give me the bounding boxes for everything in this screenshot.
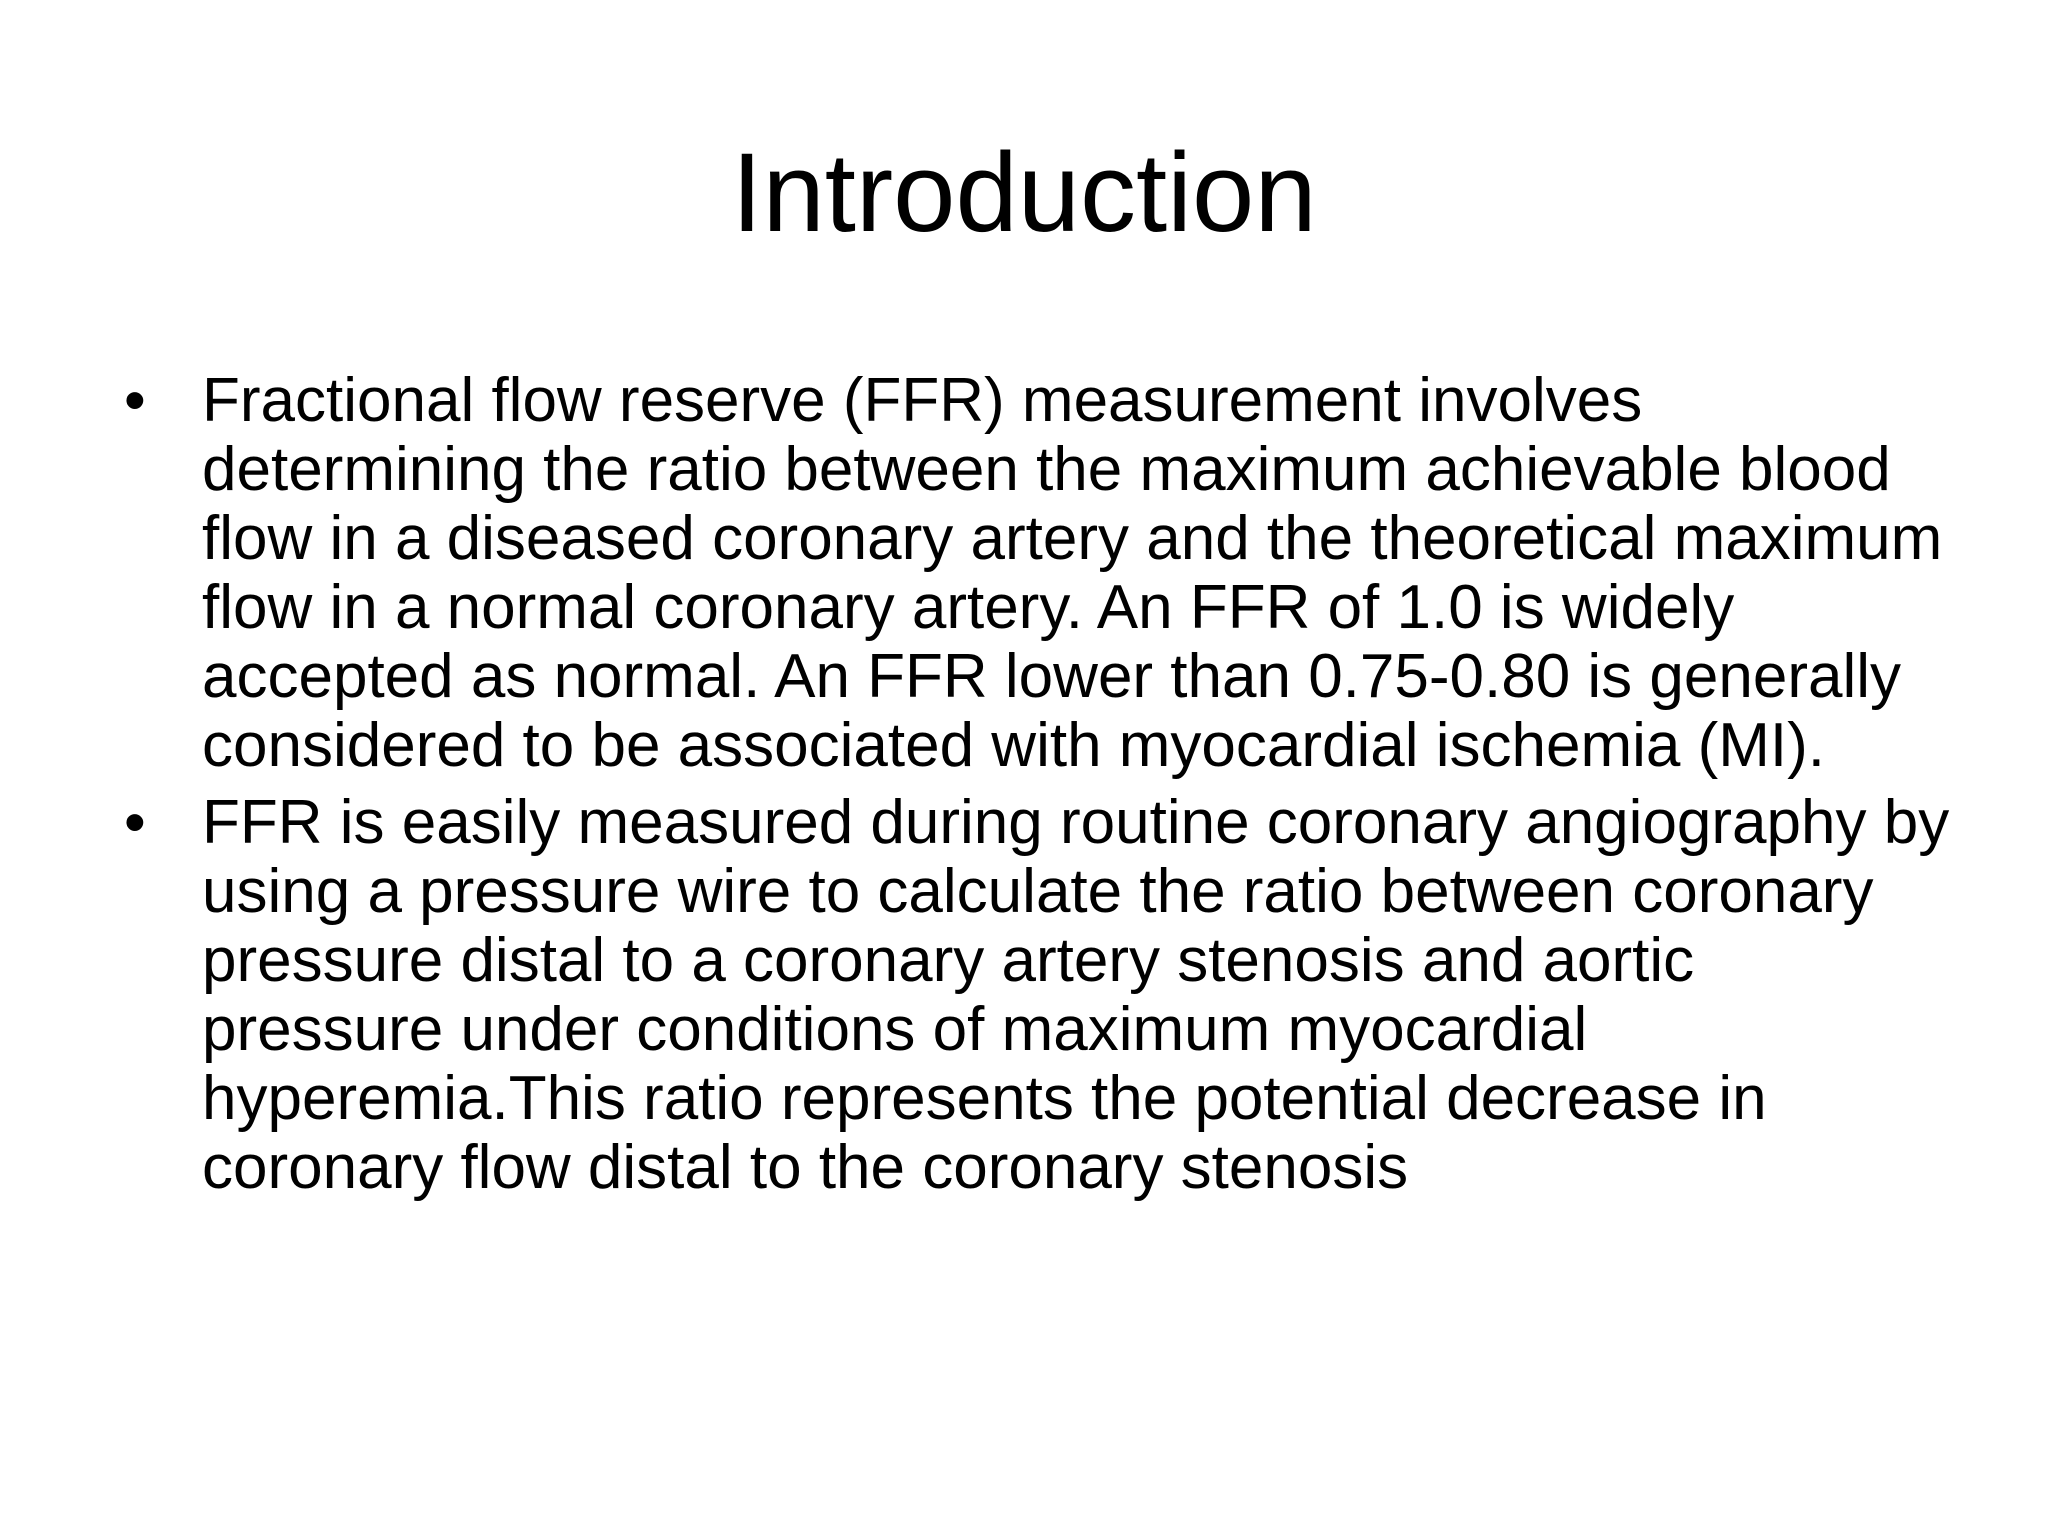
bullet-item xyxy=(120,366,1950,780)
slide-title: Introduction xyxy=(731,130,1317,255)
bullet-dot-icon: • xyxy=(124,788,146,857)
bullet-item xyxy=(120,788,1950,1202)
bullet-text: FFR is easily measured during routine coronary angiography by using a pressure wire to calculate the ratio between coronary pressure distal to a coronary artery stenosis and aortic pressure under conditions of maximum myocardial hyperemia.This ratio represents the potential decrease in coronary flow distal to the coronary stenosis xyxy=(202,788,1950,1202)
bullet-list xyxy=(120,366,1950,1210)
bullet-text: Fractional flow reserve (FFR) measurement involves determining the ratio between the maximum achievable blood flow in a diseased coronary artery and the theoretical maximum flow in a normal coronary artery. An FFR of 1.0 is widely accepted as normal. An FFR lower than 0.75-0.80 is generally considered to be associated with myocardial ischemia (MI). xyxy=(202,366,1943,780)
bullet-dot-icon: • xyxy=(124,366,146,435)
